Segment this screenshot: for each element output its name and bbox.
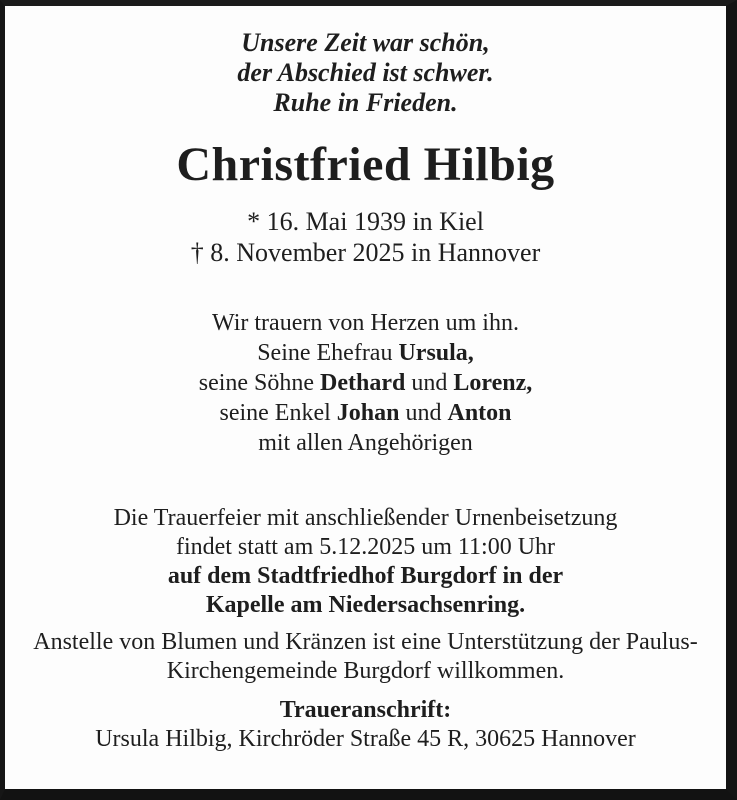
sons-line-conjunction: und bbox=[405, 370, 454, 396]
condolence-address-label: Traueranschrift: bbox=[279, 697, 452, 723]
mourning-intro-line: Wir trauern von Herzen um ihn. bbox=[212, 310, 519, 336]
condolence-address-value: Ursula Hilbig, Kirchröder Straße 45 R, 30625 Hannover bbox=[95, 726, 636, 752]
life-dates bbox=[5, 206, 726, 268]
grandsons-line bbox=[5, 398, 726, 428]
verse-line-3: Ruhe in Frieden. bbox=[273, 88, 458, 117]
wife-line-prefix: Seine Ehefrau bbox=[257, 340, 399, 366]
funeral-location-line-2: Kapelle am Niedersachsenring. bbox=[205, 592, 526, 618]
grandson-name-1: Johan bbox=[336, 400, 400, 426]
funeral-location-line-1: auf dem Stadtfriedhof Burgdorf in der bbox=[167, 563, 564, 589]
son-name-2: Lorenz, bbox=[453, 370, 533, 396]
grandson-name-2: Anton bbox=[447, 400, 512, 426]
funeral-line-2: findet statt am 5.12.2025 um 11:00 Uhr bbox=[175, 534, 556, 560]
death-date-line: † 8. November 2025 in Hannover bbox=[190, 238, 541, 267]
verse-line-1: Unsere Zeit war schön, bbox=[241, 28, 490, 57]
deceased-name: Christfried Hilbig bbox=[176, 138, 555, 191]
wife-line bbox=[5, 338, 726, 368]
mourners-block bbox=[5, 308, 726, 458]
wife-name: Ursula, bbox=[398, 340, 474, 366]
funeral-info-block bbox=[5, 504, 726, 620]
grandsons-line-conjunction: und bbox=[399, 400, 448, 426]
epitaph-verse bbox=[5, 28, 726, 118]
condolence-address-block bbox=[5, 696, 726, 754]
grandsons-line-prefix: seine Enkel bbox=[219, 400, 337, 426]
funeral-line-1: Die Trauerfeier mit anschließender Urnenbeisetzung bbox=[113, 505, 618, 531]
donation-line-2: Kirchengemeinde Burgdorf willkommen. bbox=[166, 658, 565, 684]
sons-line-prefix: seine Söhne bbox=[198, 370, 321, 396]
birth-date-line: * 16. Mai 1939 in Kiel bbox=[247, 207, 484, 236]
sons-line bbox=[5, 368, 726, 398]
relatives-line: mit allen Angehörigen bbox=[258, 430, 473, 456]
donation-note-block bbox=[5, 628, 726, 686]
donation-line-1: Anstelle von Blumen und Kränzen ist eine Unterstützung der Paulus- bbox=[33, 629, 698, 655]
verse-line-2: der Abschied ist schwer. bbox=[237, 58, 494, 87]
son-name-1: Dethard bbox=[320, 370, 406, 396]
